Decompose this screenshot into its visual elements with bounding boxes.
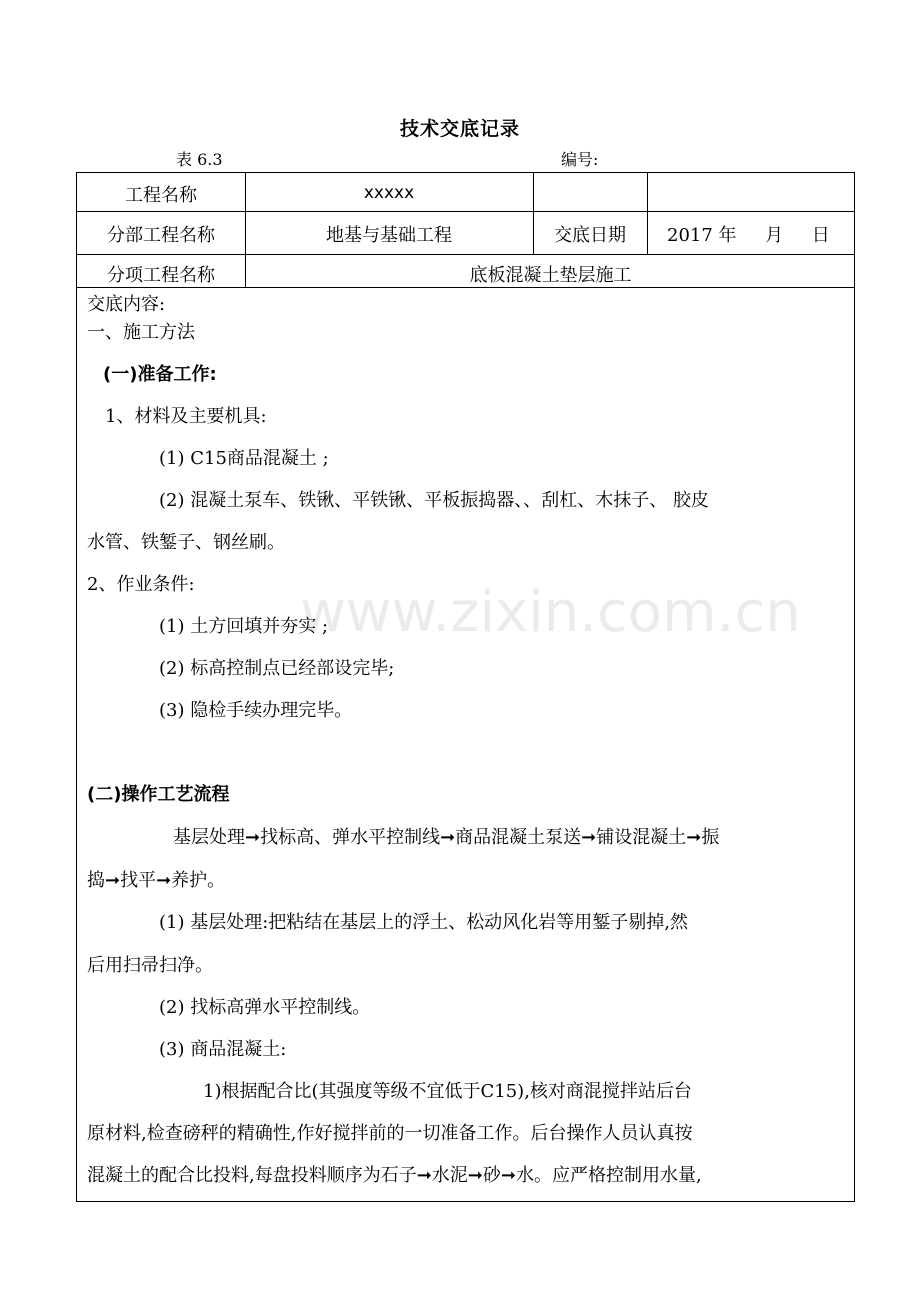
division-label: 分部工程名称	[107, 225, 215, 246]
step-3-detail-line-3: 混凝土的配合比投料,每盘投料顺序为石子➞水泥➞砂➞水。应严格控制用水量,	[87, 1165, 702, 1186]
content-intro: 交底内容:	[87, 294, 166, 315]
process-flow-line-1: 基层处理➞找标高、弹水平控制线➞商品混凝土泵送➞铺设混凝土➞振	[173, 827, 720, 848]
material-item-1: (1) C15商品混凝土 ;	[159, 448, 329, 469]
watermark: www.zixin.com.cn	[300, 580, 801, 645]
condition-item-1: (1) 土方回填并夯实 ;	[159, 616, 329, 637]
step-3: (3) 商品混凝土:	[159, 1039, 287, 1060]
serial-number-label: 编号:	[561, 150, 599, 169]
step-3-detail-line-2: 原材料,检查磅秤的精确性,作好搅拌前的一切准备工作。后台操作人员认真按	[87, 1123, 693, 1144]
document-title: 技术交底记录	[399, 118, 520, 140]
form-number: 表 6.3	[176, 150, 223, 169]
process-flow-line-2: 捣➞找平➞养护。	[87, 870, 226, 891]
conditions-title: 2、作业条件:	[87, 574, 195, 595]
subsection-preparation: (一)准备工作:	[103, 364, 217, 385]
item-label: 分项工程名称	[107, 265, 215, 286]
project-name-label: 工程名称	[125, 185, 197, 206]
table-divider	[647, 173, 648, 254]
table-divider	[77, 254, 854, 255]
step-3-detail-line-1: 1)根据配合比(其强度等级不宜低于C15),核对商混搅拌站后台	[203, 1081, 692, 1102]
subsection-process-flow: (二)操作工艺流程	[87, 784, 230, 805]
material-item-2: (2) 混凝土泵车、铁锹、平铁锹、平板振捣器、、刮杠、木抹子、 胶皮	[159, 490, 709, 511]
item-value: 底板混凝土垫层施工	[469, 265, 632, 286]
date-value: 2017 年 月 日	[667, 225, 830, 246]
condition-item-3: (3) 隐检手续办理完毕。	[159, 700, 353, 721]
disclosure-record-table	[76, 172, 855, 1202]
division-value: 地基与基础工程	[326, 225, 452, 246]
step-1: (1) 基层处理:把粘结在基层上的浮土、松动风化岩等用錾子剔掉,然	[159, 912, 689, 933]
project-name-value: xxxxx	[363, 183, 415, 203]
date-label: 交底日期	[554, 225, 626, 246]
material-item-2-cont: 水管、铁錾子、钢丝刷。	[87, 532, 285, 553]
table-divider	[77, 211, 854, 212]
section-construction-method: 一、施工方法	[87, 322, 195, 343]
step-2: (2) 找标高弹水平控制线。	[159, 997, 371, 1018]
materials-title: 1、材料及主要机具:	[105, 406, 267, 427]
condition-item-2: (2) 标高控制点已经部设完毕;	[159, 658, 395, 679]
step-1-cont: 后用扫帚扫净。	[87, 955, 213, 976]
